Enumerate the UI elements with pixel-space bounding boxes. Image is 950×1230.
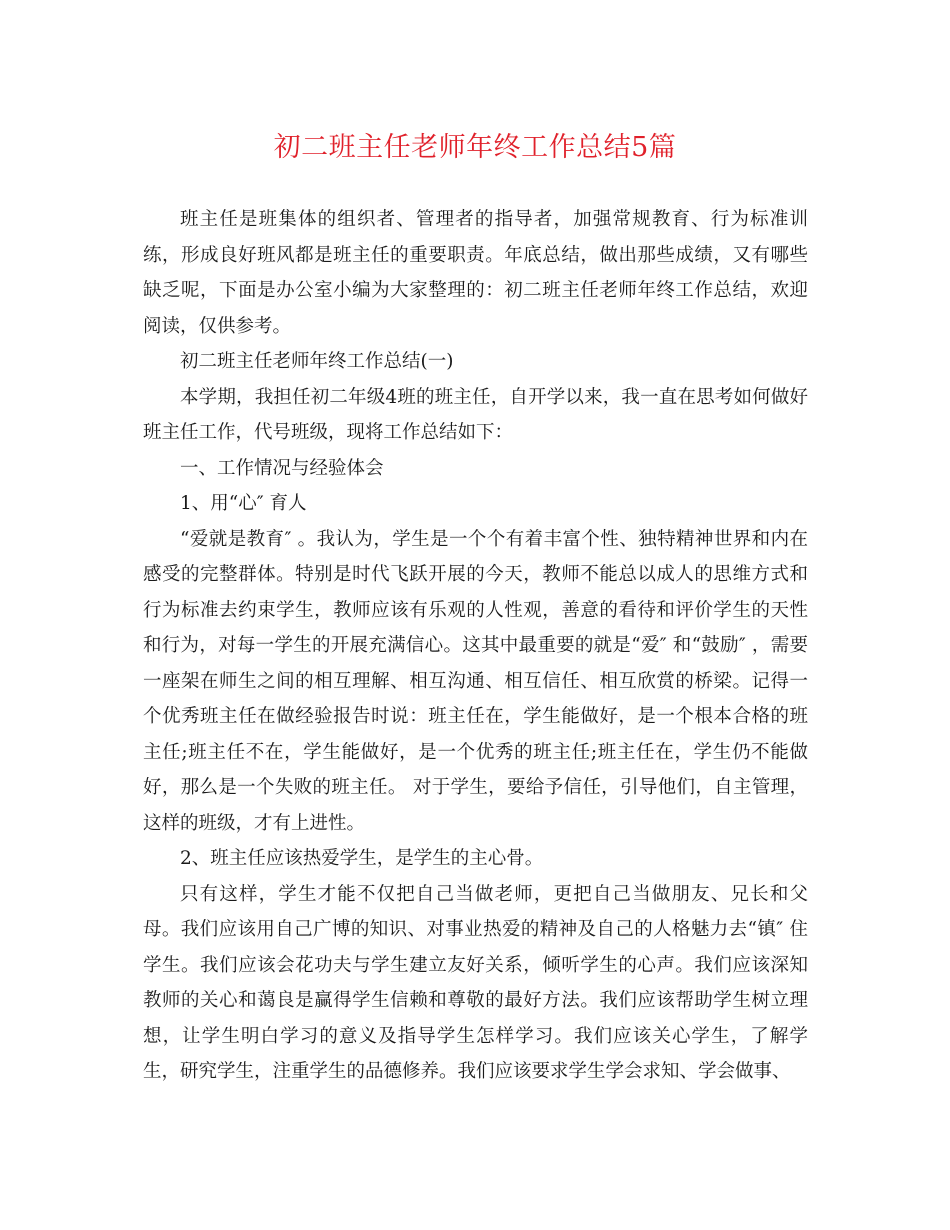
- section-heading-1: 初二班主任老师年终工作总结(一): [180, 351, 454, 372]
- document-title: 初二班主任老师年终工作总结5篇: [273, 132, 677, 163]
- paragraph-love-education: “爱就是教育″ 。我认为，学生是一个个有着丰富个性、独特精神世界和内在感受的完整群体。特别是时代飞跃开展的今天，教师不能总以成人的思维方式和行为标准去约束学生，教师应该有乐观的人性观，善意的看待和评价学生的天性和行为，对每一学生的开展充满信心。这其中最重要的就是“爱″ 和“鼓励″ ，需要一座架在师生之间的相互理解、相互沟通、相互信任、相互欣赏的桥梁。记得一个优秀班主任在做经验报告时说：班主任在，学生能做好，是一个根本合格的班主任;班主任不在，学生能做好，是一个优秀的班主任;班主任在，学生仍不能做好，那么是一个失败的班主任。 对于学生，要给予信任，引导他们，自主管理，这样的班级，才有上进性。: [143, 528, 808, 834]
- subheading-work-experience: 一、工作情况与经验体会: [180, 457, 384, 479]
- subheading-point-2: 2、班主任应该热爱学生，是学生的主心骨。: [180, 848, 544, 869]
- subheading-point-1: 1、用“心″ 育人: [180, 493, 307, 514]
- paragraph-intro: 班主任是班集体的组织者、管理者的指导者，加强常规教育、行为标准训练，形成良好班风都是班主任的重要职责。年底总结，做出那些成绩，又有哪些缺乏呢，下面是办公室小编为大家整理的：初二班主任老师年终工作总结，欢迎阅读，仅供参考。: [143, 209, 808, 337]
- paragraph-love-students: 只有这样，学生才能不仅把自己当做老师，更把自己当做朋友、兄长和父母。我们应该用自己广博的知识、对事业热爱的精神及自己的人格魅力去“镇″ 住学生。我们应该会花功夫与学生建立友好关系，倾听学生的心声。我们应该深知教师的关心和蔼良是赢得学生信赖和尊敬的最好方法。我们应该帮助学生树立理想，让学生明白学习的意义及指导学生怎样学习。我们应该关心学生，了解学生，研究学生，注重学生的品德修养。我们应该要求学生学会求知、学会做事、: [143, 883, 808, 1082]
- document-body: [143, 202, 808, 1090]
- paragraph-overview: 本学期，我担任初二年级4班的班主任，自开学以来，我一直在思考如何做好班主任工作，代号班级，现将工作总结如下：: [143, 386, 808, 443]
